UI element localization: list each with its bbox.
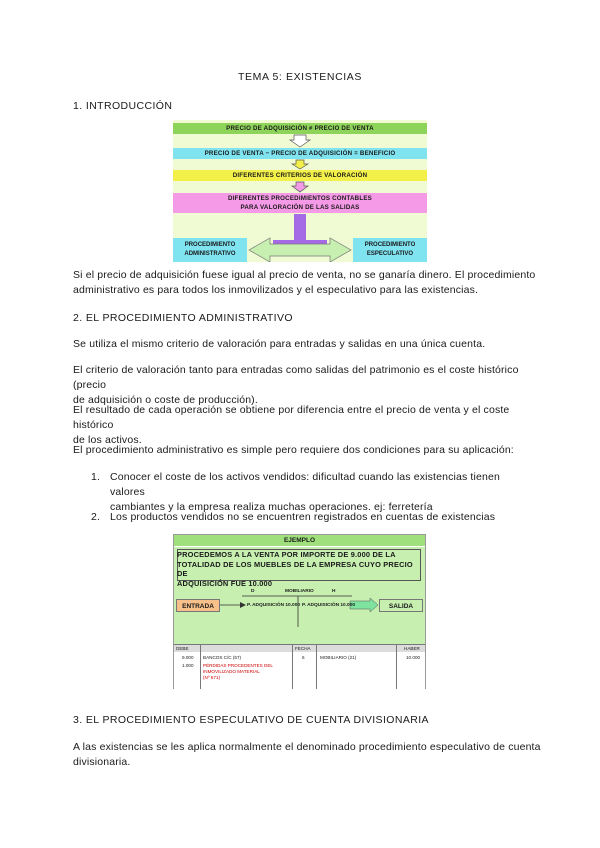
band-precio-adquisicion: PRECIO DE ADQUISICIÓN ≠ PRECIO DE VENTA [173, 123, 427, 134]
paragraph-intro [73, 268, 543, 298]
paragraph-condiciones: El procedimiento administrativo es simple pero requiere dos condiciones para su aplicación: [73, 444, 514, 456]
down-arrow-icon [290, 135, 310, 147]
list-item: Los productos vendidos no se encuentren registrados en cuentas de existencias [110, 511, 496, 523]
box-procedimiento-especulativo [353, 238, 427, 262]
diagram-ejemplo [173, 534, 426, 689]
down-arrow-icon [292, 160, 308, 169]
question-line: PROCEDEMOS A LA VENTA POR IMPORTE DE 9.000 DE LA [177, 550, 396, 559]
diagram-valoracion [173, 120, 427, 262]
paragraph-line: El criterio de valoración tanto para entradas como salidas del patrimonio es el coste histórico (precio [73, 364, 519, 391]
list-item-number: 2. [91, 511, 101, 523]
journal-col-haber: HABER [404, 646, 420, 651]
band-procedimientos-line1: DIFERENTES PROCEDIMIENTOS CONTABLES [228, 195, 372, 202]
paragraph-line: A las existencias se les aplica normalmente el denominado procedimiento especulativo de cuenta [73, 741, 541, 753]
paragraph-line: divisionaria. [73, 756, 131, 768]
box-left-line2: ADMINISTRATIVO [184, 251, 236, 257]
journal-table [174, 644, 425, 689]
journal-row2-amount: 1.000 [182, 663, 194, 668]
journal-row2-line: PÉRDIDAS PROCEDENTES DEL [203, 663, 273, 668]
list-item-line: cambiantes y la empresa realiza muchas operaciones. ej: ferretería [110, 501, 433, 513]
t-account-debe-label: D [251, 589, 255, 594]
section-heading-administrativo: 2. EL PROCEDIMIENTO ADMINISTRATIVO [73, 312, 293, 324]
journal-col-fecha: FECHA [295, 646, 311, 651]
t-account-name: MOBILIARIO [285, 589, 314, 594]
paragraph-line: de los activos. [73, 434, 142, 446]
arrow-right-icon [240, 602, 246, 608]
paragraph-line: de adquisición o coste de producción). [73, 394, 258, 406]
journal-row1-account: BANCOS C/C (57) [203, 655, 242, 660]
journal-row1-fecha: 6 [302, 655, 305, 660]
box-left-line1: PROCEDIMIENTO [184, 242, 236, 248]
paragraph-criterio: Se utiliza el mismo criterio de valoración para entradas y salidas en una única cuenta. [73, 338, 486, 350]
section-heading-introduccion: 1. INTRODUCCIÓN [73, 100, 173, 112]
paragraph-line: administrativo es para todos los inmovilizados y el especulativo para las existencias. [73, 284, 479, 296]
band-procedimientos-line2: PARA VALORACIÓN DE LAS SALIDAS [240, 204, 360, 211]
t-account-lines [174, 535, 425, 645]
journal-col-debe: DEBE [176, 646, 189, 651]
box-right-line1: PROCEDIMIENTO [364, 242, 416, 248]
list-item [110, 470, 530, 515]
t-account-haber-label: H [332, 589, 336, 594]
paragraph-line: Si el precio de adquisición fuese igual al precio de venta, no se ganaría dinero. El procedimiento [73, 269, 536, 281]
journal-row1-haber-account: MOBILIARIO (21) [320, 655, 357, 660]
paragraph-coste-historico [73, 363, 543, 408]
paragraph-resultado [73, 403, 543, 448]
ejemplo-header: EJEMPLO [174, 535, 425, 546]
journal-row2-line: (Nº 671) [203, 675, 220, 680]
journal-row2-account [203, 663, 273, 681]
down-arrow-icon [292, 182, 308, 192]
paragraph-line: El resultado de cada operación se obtiene por diferencia entre el precio de venta y el coste histórico [73, 404, 510, 431]
list-item-number: 1. [91, 471, 101, 483]
t-account-credit-entry: P. ADQUISICIÓN 10.000 [302, 603, 356, 608]
question-line: TOTALIDAD DE LOS MUEBLES DE LA EMPRESA CUYO PRECIO DE [177, 559, 413, 578]
journal-row2-line: INMOVILIZADO MATERIAL [203, 669, 260, 674]
salida-tag: SALIDA [379, 599, 423, 612]
journal-row1-amount: 9.000 [182, 655, 194, 660]
box-procedimiento-administrativo [173, 238, 247, 262]
box-right-line2: ESPECULATIVO [366, 251, 414, 257]
entrada-tag: ENTRADA [176, 599, 220, 612]
question-line: ADQUISICIÓN FUE 10.000 [177, 578, 273, 588]
band-beneficio: PRECIO DE VENTA − PRECIO DE ADQUISICIÓN = BENEFICIO [173, 148, 427, 159]
journal-row1-haber-amount: 10.000 [406, 655, 421, 660]
paragraph-especulativo [73, 740, 543, 770]
band-criterios: DIFERENTES CRITERIOS DE VALORACIÓN [173, 170, 427, 181]
list-item-line: Conocer el coste de los activos vendidos: dificultad cuando las existencias tienen valores [110, 471, 500, 498]
section-heading-especulativo: 3. EL PROCEDIMIENTO ESPECULATIVO DE CUENTA DIVISIONARIA [73, 714, 429, 726]
page-title: TEMA 5: EXISTENCIAS [237, 71, 362, 83]
t-account-debit-entry: P. ADQUISICIÓN 10.000 [247, 603, 301, 608]
